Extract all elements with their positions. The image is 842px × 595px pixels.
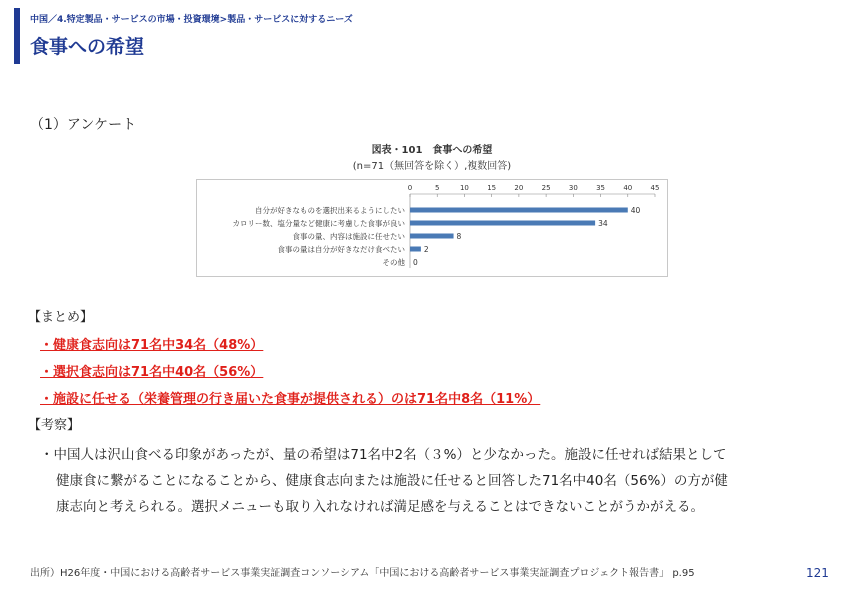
tick-label-7: 35 — [596, 184, 606, 192]
tick-label-8: 40 — [623, 184, 633, 192]
data-label-0: 40 — [630, 206, 641, 215]
tick-label-4: 20 — [514, 184, 524, 192]
tick-label-5: 25 — [541, 184, 551, 192]
tick-label-1: 5 — [434, 184, 440, 192]
section-label: （1）アンケート — [30, 117, 137, 133]
consideration-label: 【考察】 — [28, 418, 81, 433]
category-label-0: 自分が好きなものを選択出来るようにしたい — [255, 206, 405, 215]
tick-label-6: 30 — [568, 184, 578, 192]
tick-label-3: 15 — [487, 184, 497, 192]
consideration-line-2: 健康食に繋がることになることから、健康食志向または施設に任せると回答した71名中40名（56%）の方が健 — [56, 473, 728, 489]
bar-2 — [410, 234, 454, 239]
figure-subtitle: (n=71（無回答を除く）,複数回答) — [352, 161, 512, 172]
data-label-3: 2 — [423, 245, 429, 254]
category-label-4: その他 — [382, 258, 405, 267]
category-label-2: 食事の量、内容は施設に任せたい — [292, 232, 405, 241]
tick-label-9: 45 — [650, 184, 660, 192]
breadcrumb: 中国／4.特定製品・サービスの市場・投資環境>製品・サービスに対するニーズ — [30, 15, 353, 25]
bar-chart — [197, 180, 669, 278]
figure-title: 図表・101 食事への希望 — [371, 145, 493, 156]
data-label-2: 8 — [456, 232, 462, 241]
consideration-line-1: ・中国人は沢山食べる印象があったが、量の希望は71名中2名（３%）と少なかった。施設に任せれば結果として — [40, 447, 727, 463]
bar-3 — [410, 247, 421, 252]
consideration-line-3: 康志向と考えられる。選択メニューも取り入れなければ満足感を与えることはできないことがうかがえる。 — [56, 499, 704, 515]
tick-label-2: 10 — [459, 184, 469, 192]
summary-label: 【まとめ】 — [28, 310, 94, 325]
header-accent-bar — [14, 8, 20, 64]
bar-0 — [410, 208, 628, 213]
data-label-4: 0 — [413, 258, 418, 267]
chart-frame — [196, 179, 668, 277]
category-label-3: 食事の量は自分が好きなだけ食べたい — [277, 245, 405, 254]
category-label-1: カロリー数、塩分量など健康に考慮した食事が良い — [232, 219, 405, 228]
data-label-1: 34 — [598, 219, 608, 228]
page-title: 食事への希望 — [30, 36, 145, 58]
bar-1 — [410, 221, 595, 226]
footer-source: 出所）H26年度・中国における高齢者サービス事業実証調査コンソーシアム「中国における高齢者サービス事業実証調査プロジェクト報告書」 p.95 — [30, 568, 695, 579]
tick-label-0: 0 — [407, 184, 413, 192]
figure — [196, 135, 668, 277]
summary-item-choice: ・選択食志向は71名中40名（56%） — [40, 365, 264, 380]
summary-item-health: ・健康食志向は71名中34名（48%） — [40, 338, 264, 353]
summary-item-facility: ・施設に任せる（栄養管理の行き届いた食事が提供される）のは71名中8名（11%） — [40, 392, 541, 407]
page-number: 121 — [806, 566, 829, 580]
